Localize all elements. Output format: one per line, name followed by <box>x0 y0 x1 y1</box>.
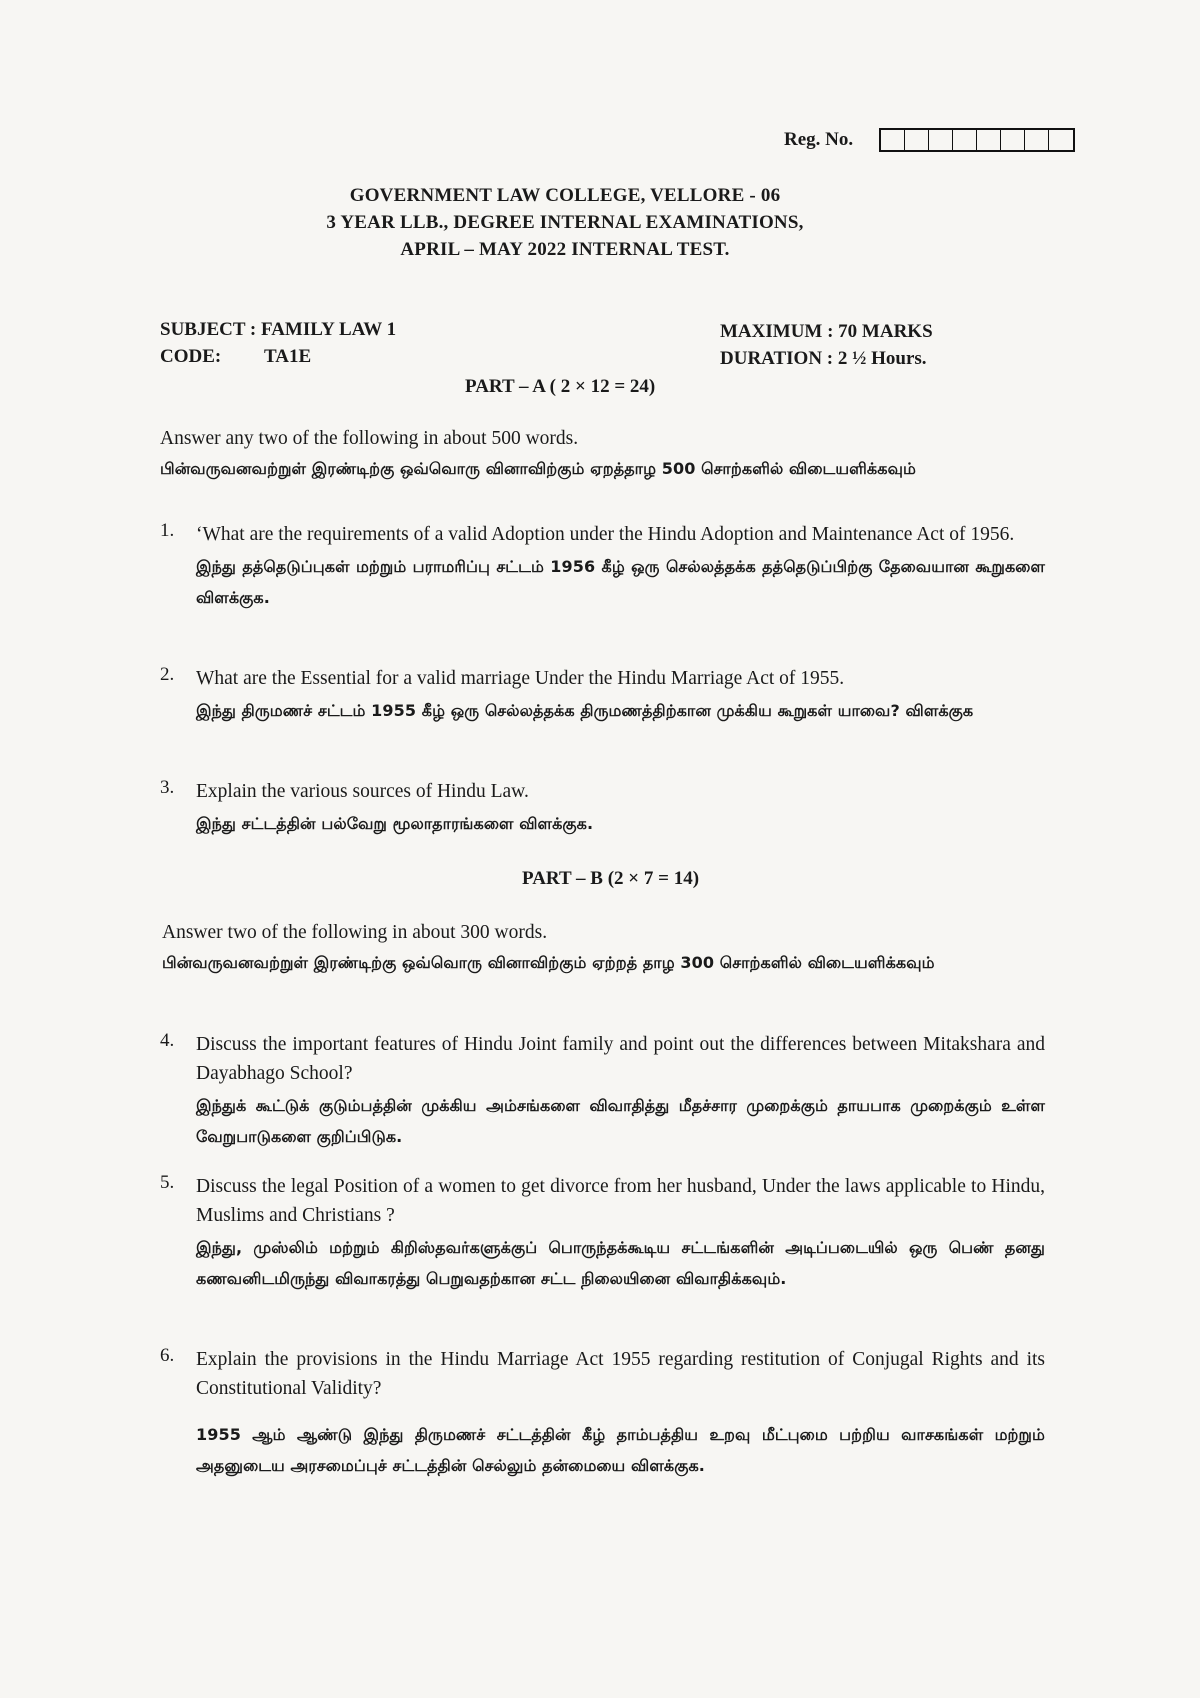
reg-no-box[interactable] <box>905 130 929 150</box>
code-value: TA1E <box>264 346 312 367</box>
instruction-en: Answer two of the following in about 300 words. <box>162 922 548 943</box>
part-a-heading: PART – A ( 2 × 12 = 24) <box>465 376 656 397</box>
question-number: 2. <box>160 664 175 685</box>
reg-no-field <box>784 128 1075 152</box>
question-number: 4. <box>160 1030 175 1051</box>
reg-no-boxes[interactable] <box>879 128 1075 152</box>
question-5 <box>160 1172 1045 1294</box>
code-line <box>160 343 396 370</box>
instruction-en: Answer any two of the following in about 500 words. <box>160 428 579 449</box>
question-number: 5. <box>160 1172 175 1193</box>
duration: DURATION : 2 ½ Hours. <box>720 348 927 369</box>
reg-no-box[interactable] <box>1049 130 1073 150</box>
exam-title: 3 YEAR LLB., DEGREE INTERNAL EXAMINATIONS, <box>326 212 804 233</box>
maximum-marks: MAXIMUM : 70 MARKS <box>720 321 933 342</box>
marks-block <box>720 318 933 372</box>
question-text-ta: 1955 ஆம் ஆண்டு இந்து திருமணச் சட்டத்தின் கீழ் தாம்பத்திய உறவு மீட்புமை பற்றிய வாசகங்கள் மற்றும் அதனுடைய அரசமைப்புச் சட்டத்தின் செல்லும் தன்மையை விளக்குக. <box>196 1425 1045 1475</box>
question-3 <box>160 777 1045 839</box>
question-text-en: Discuss the legal Position of a women to get divorce from her husband, Under the laws applicable to Hindu, Muslims and Christians ? <box>196 1176 1045 1226</box>
reg-no-box[interactable] <box>953 130 977 150</box>
exam-session: APRIL – MAY 2022 INTERNAL TEST. <box>400 239 730 260</box>
question-1 <box>160 520 1045 613</box>
reg-no-label: Reg. No. <box>784 129 854 150</box>
reg-no-box[interactable] <box>929 130 953 150</box>
reg-no-box[interactable] <box>881 130 905 150</box>
reg-no-box[interactable] <box>1001 130 1025 150</box>
reg-no-box[interactable] <box>977 130 1001 150</box>
question-2 <box>160 664 1045 726</box>
instruction-ta: பின்வருவனவற்றுள் இரண்டிற்கு ஒவ்வொரு வினாவிற்கும் ஏறத்தாழ 500 சொற்களில் விடையளிக்கவும் <box>160 459 916 478</box>
reg-no-box[interactable] <box>1025 130 1049 150</box>
question-text-en: Discuss the important features of Hindu Joint family and point out the differences between Mitakshara and Dayabhago School? <box>196 1034 1045 1084</box>
question-6 <box>160 1345 1045 1481</box>
question-number: 3. <box>160 777 175 798</box>
code-label: CODE: <box>160 346 222 367</box>
question-4 <box>160 1030 1045 1152</box>
part-b-instructions <box>162 918 1062 978</box>
question-text-ta: இந்து திருமணச் சட்டம் 1955 கீழ் ஒரு செல்லத்தக்க திருமணத்திற்கான முக்கிய கூறுகள் யாவை? விளக்குக <box>196 701 974 720</box>
question-text-ta: இந்து சட்டத்தின் பல்வேறு மூலாதாரங்களை விளக்குக. <box>196 814 594 833</box>
exam-header <box>0 182 1130 263</box>
question-text-ta: இந்துக் கூட்டுக் குடும்பத்தின் முக்கிய அம்சங்களை விவாதித்து மீதச்சார முறைக்கும் தாயபாக முறைக்கும் உள்ள வேறுபாடுகளை குறிப்பிடுக. <box>196 1096 1045 1146</box>
subject-block <box>160 316 396 370</box>
question-text-ta: இந்து தத்தெடுப்புகள் மற்றும் பராமரிப்பு சட்டம் 1956 கீழ் ஒரு செல்லத்தக்க தத்தெடுப்பிற்கு தேவையான கூறுகளை விளக்குக. <box>196 557 1045 607</box>
question-number: 1. <box>160 520 175 541</box>
subject-line: SUBJECT : FAMILY LAW 1 <box>160 319 397 340</box>
college-name: GOVERNMENT LAW COLLEGE, VELLORE - 06 <box>349 185 781 206</box>
question-text-en: Explain the various sources of Hindu Law. <box>196 781 529 802</box>
part-b-heading: PART – B (2 × 7 = 14) <box>522 868 700 889</box>
instruction-ta: பின்வருவனவற்றுள் இரண்டிற்கு ஒவ்வொரு வினாவிற்கும் ஏற்றத் தாழ 300 சொற்களில் விடையளிக்கவும் <box>162 953 935 972</box>
question-text-en: Explain the provisions in the Hindu Marriage Act 1955 regarding restitution of Conjugal Rights and its Constitutional Validity? <box>196 1349 1045 1399</box>
question-text-ta: இந்து, முஸ்லிம் மற்றும் கிறிஸ்தவர்களுக்குப் பொருந்தக்கூடிய சட்டங்களின் அடிப்படையில் ஒரு பெண் தனது கணவனிடமிருந்து விவாகரத்து பெறுவதற்கான சட்ட நிலையினை விவாதிக்கவும். <box>196 1238 1045 1288</box>
question-text-en: ‘What are the requirements of a valid Adoption under the Hindu Adoption and Maintenance Act of 1956. <box>196 524 1015 545</box>
question-number: 6. <box>160 1345 175 1366</box>
question-text-en: What are the Essential for a valid marriage Under the Hindu Marriage Act of 1955. <box>196 668 845 689</box>
part-a-instructions <box>160 424 1060 484</box>
